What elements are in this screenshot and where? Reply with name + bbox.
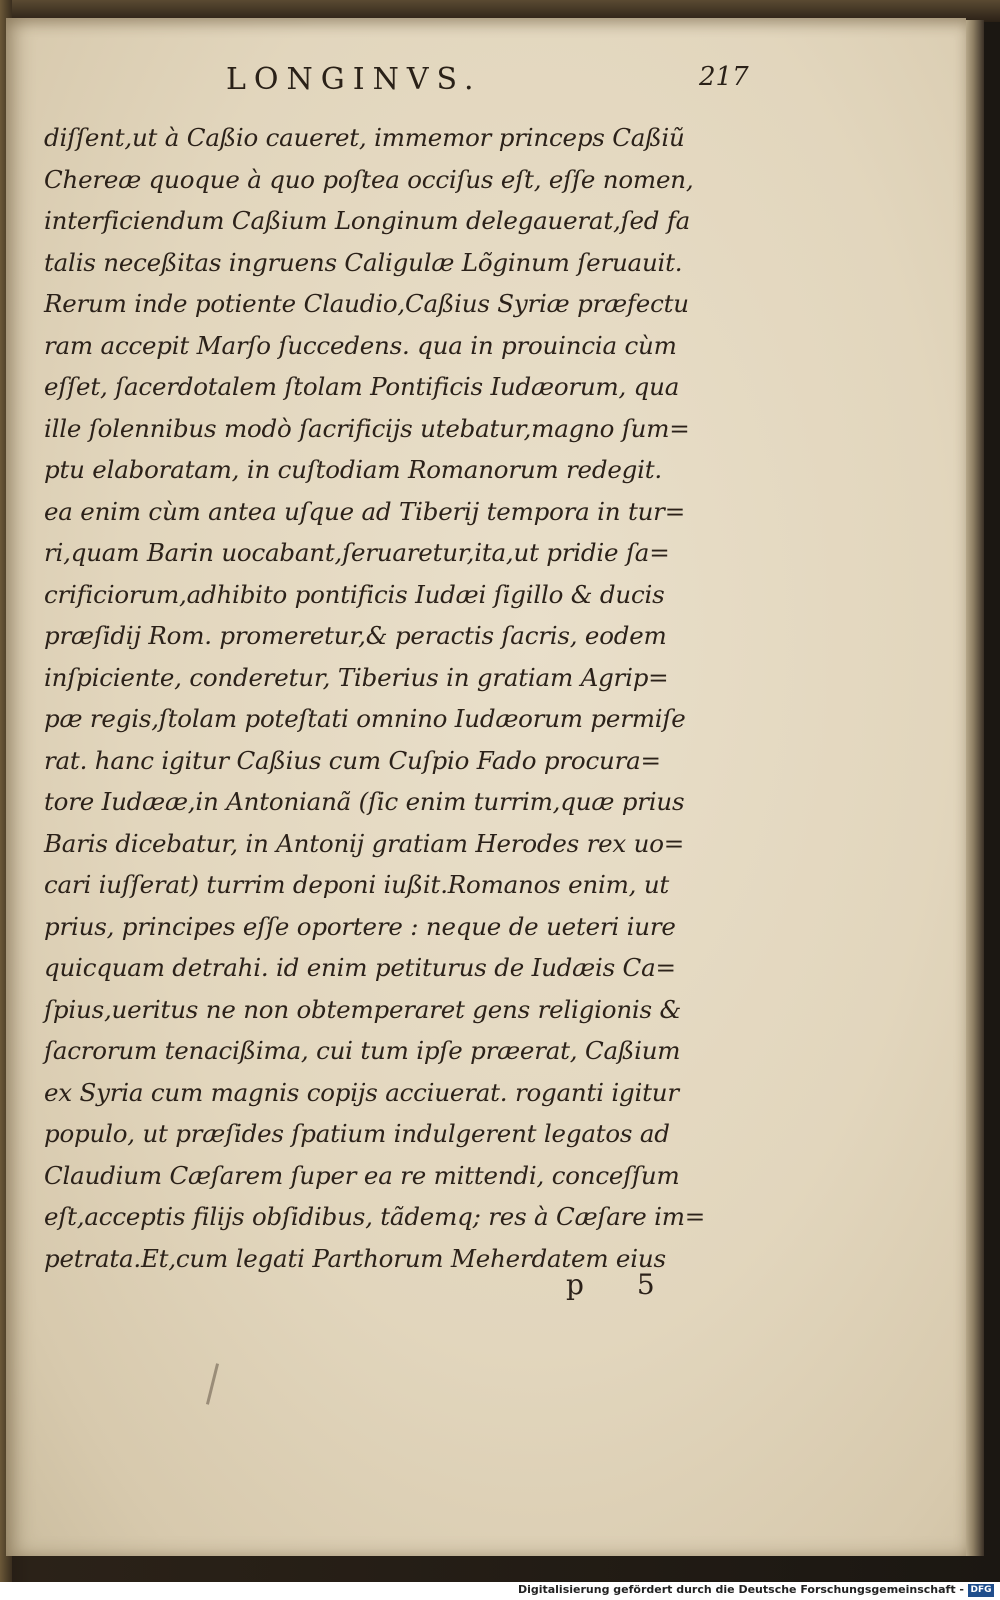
- dfg-logo: DFG: [968, 1584, 994, 1597]
- page-number: 217: [699, 62, 749, 92]
- text-line: populo, ut præſides ſpatium indulgerent legatos ad: [44, 1119, 670, 1148]
- text-line: ſpius,ueritus ne non obtemperaret gens religionis &: [44, 994, 682, 1024]
- text-line: petrata.Et,cum legati Parthorum Meherdatem eius: [44, 1243, 666, 1273]
- text-line: eſt,acceptis filijs obſidibus, tãdemq; res à Cæſare im=: [44, 1202, 706, 1231]
- text-line: ptu elaboratam, in cuſtodiam Romanorum redegit.: [44, 455, 662, 484]
- body-text: [44, 117, 744, 1279]
- text-line: Claudium Cæſarem ſuper ea re mittendi, conceſſum: [44, 1160, 680, 1190]
- text-line: Baris dicebatur, in Antonij gratiam Herodes rex uo=: [44, 828, 685, 858]
- text-line: ri,quam Barin uocabant,ſeruaretur,ita,ut pridie ſa=: [44, 538, 670, 567]
- text-line: ille ſolennibus modò ſacrificijs utebatur,magno ſum=: [44, 413, 690, 443]
- text-line: præſidij Rom. promeretur,& peractis ſacris, eodem: [44, 621, 667, 650]
- text-line: diſſent,ut à Caßio caueret, immemor princeps Caßiũ: [44, 123, 685, 152]
- text-line: crificiorum,adhibito pontificis Iudæi ſigillo & ducis: [44, 579, 665, 609]
- page-edge: [966, 20, 984, 1556]
- page-header: [6, 48, 966, 108]
- page-paper: [6, 18, 966, 1556]
- text-line: ſacrorum tenacißima, cui tum ipſe præerat, Caßium: [44, 1036, 681, 1065]
- pencil-mark: [206, 1363, 219, 1404]
- text-line: cari iuſſerat) turrim deponi iußit.Romanos enim, ut: [44, 870, 670, 899]
- text-line: tore Iudææ,in Antonianã (ſic enim turrim,quæ prius: [44, 787, 685, 816]
- text-line: pæ regis,ſtolam poteſtati omnino Iudæorum permiſe: [44, 704, 686, 733]
- digitization-footer: [0, 1582, 1000, 1600]
- text-line: Rerum inde potiente Claudio,Caßius Syriæ præfectu: [44, 289, 689, 318]
- text-line: Chereæ quoque à quo poſtea occiſus eſt, eſſe nomen,: [44, 164, 694, 194]
- text-line: quicquam detrahi. id enim petiturus de Iudæis Ca=: [44, 953, 676, 982]
- text-line: rat. hanc igitur Caßius cum Cuſpio Fado procura=: [44, 745, 661, 775]
- footer-credit: Digitalisierung gefördert durch die Deutsche Forschungsgemeinschaft -: [517, 1583, 964, 1596]
- text-line: prius, principes eſſe oportere : neque de ueteri iure: [44, 911, 676, 941]
- text-line: inſpiciente, conderetur, Tiberius in gratiam Agrip=: [44, 662, 669, 692]
- text-line: ea enim cùm antea uſque ad Tiberij tempora in tur=: [44, 496, 686, 526]
- text-line: talis neceßitas ingruens Caligulæ Lõginum ſeruauit.: [44, 247, 683, 277]
- signature-mark: p 5: [566, 1268, 677, 1301]
- running-head: LONGINVS.: [226, 62, 482, 97]
- text-line: eſſet, ſacerdotalem ſtolam Pontificis Iudæorum, qua: [44, 372, 680, 401]
- text-line: interficiendum Caßium Longinum delegauerat,ſed fa: [44, 206, 691, 235]
- text-line: ram accepit Marſo ſuccedens. qua in prouincia cùm: [44, 330, 677, 360]
- text-line: ex Syria cum magnis copijs acciuerat. roganti igitur: [44, 1077, 679, 1107]
